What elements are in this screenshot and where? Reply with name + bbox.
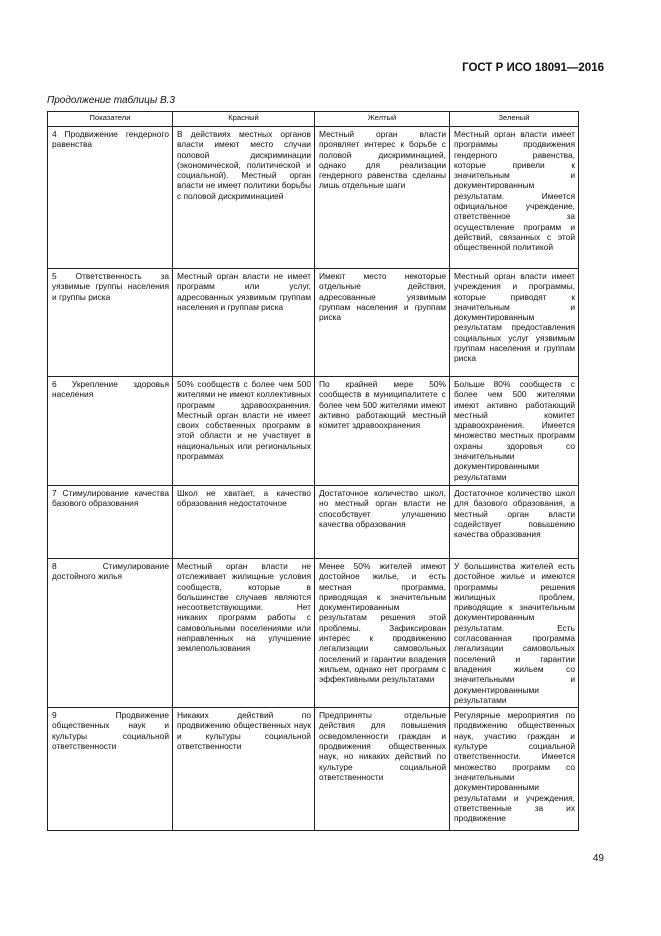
yellow-cell: Местный орган власти проявляет интерес к борьбе с половой дискриминацией, однако для реализации гендерного равенства сделаны лишь отдельные шаги — [315, 127, 450, 269]
table-row — [48, 377, 579, 486]
column-header-yellow: Желтый — [315, 112, 450, 127]
column-header-red: Красный — [173, 112, 315, 127]
indicator-cell: 7 Стимулирование качества базового образования — [48, 486, 173, 559]
table-header-row — [48, 112, 579, 127]
document-header: ГОСТ Р ИСО 18091—2016 — [462, 62, 604, 74]
red-cell: 50% сообществ с более чем 500 жителями не имеют коллективных программ здравоохранения. Местный орган власти не имеет своих собственных программ в этой области и не участвует в национальных или региональных программах — [173, 377, 315, 486]
table-caption: Продолжение таблицы В.3 — [47, 95, 175, 106]
column-header-indicator: Показатели — [48, 112, 173, 127]
page-number: 49 — [592, 853, 604, 864]
green-cell: Местный орган власти имеет программы продвижения гендерного равенства, которые привели к значительным и документированным результатам. Имеется официальное учреждение, ответственное за осуществление программ и действий, связанных с этой общественной политикой — [450, 127, 579, 269]
indicator-cell: 5 Ответственность за уязвимые группы населения и группы риска — [48, 269, 173, 377]
table-row — [48, 486, 579, 559]
yellow-cell: Достаточное количество школ, но местный орган власти не способствует улучшению качества образования — [315, 486, 450, 559]
table-row — [48, 269, 579, 377]
indicator-cell: 9 Продвижение общественных наук и культуры социальной ответственности — [48, 708, 173, 831]
table-row — [48, 708, 579, 831]
indicator-cell: 4 Продвижение гендерного равенства — [48, 127, 173, 269]
indicator-cell: 6 Укрепление здоровья населения — [48, 377, 173, 486]
red-cell: Местный орган власти не имеет программ или услуг, адресованных уязвимым группам населения и группам риска — [173, 269, 315, 377]
yellow-cell: По крайней мере 50% сообществ в муниципалитете с более чем 500 жителями имеют активно работающий местный комитет здравоохранения — [315, 377, 450, 486]
green-cell: Достаточное количество школ для базового образования, а местный орган власти содействует повышению качества образования — [450, 486, 579, 559]
table-row — [48, 127, 579, 269]
column-header-green: Зеленый — [450, 112, 579, 127]
table-row — [48, 559, 579, 708]
green-cell: У большинства жителей есть достойное жилье и имеются программы решения жилищных проблем, приводящие к значительным документированным результатам. Есть согласованная программа легализации самовольных поселений и гарантии владения жильем со значительными и документированными результатами — [450, 559, 579, 708]
indicator-cell: 8 Стимулирование достойного жилья — [48, 559, 173, 708]
yellow-cell: Предприняты отдельные действия для повышения осведомленности граждан и продвижения общественных наук, но никаких действий по культуре социальной ответственности — [315, 708, 450, 831]
yellow-cell: Менее 50% жителей имеют достойное жилье, и есть местная программа, приводящая к значительным документированным результатам решения этой проблемы. Зафиксирован интерес к продвижению легализации самовольных поселений и гарантии владения жильем, однако нет программ с эффективными результатами — [315, 559, 450, 708]
green-cell: Больше 80% сообществ с более чем 500 жителями имеют активно работающий местный комитет здравоохранения. Имеется множество местных программ охраны здоровья со значительными документированными результатами — [450, 377, 579, 486]
red-cell: В действиях местных органов власти имеют место случаи половой дискриминации (экономической, политической и социальной). Местный орган власти не имеет политики борьбы с половой дискриминацией — [173, 127, 315, 269]
indicators-table — [47, 111, 579, 831]
red-cell: Никаких действий по продвижению общественных наук и культуры социальной ответственности — [173, 708, 315, 831]
red-cell: Школ не хватает, а качество образования недостаточное — [173, 486, 315, 559]
yellow-cell: Имеют место некоторые отдельные действия, адресованные уязвимым группам населения и группам риска — [315, 269, 450, 377]
green-cell: Регулярные мероприятия по продвижению общественных наук, участию граждан и культуре социальной ответственности. Имеется множество программ со значительными документированными результатами и учреждения, ответственные за их продвижение — [450, 708, 579, 831]
green-cell: Местный орган власти имеет учреждения и программы, которые приводят к значительным и документированным результатам предоставления социальных услуг уязвимым группам населения и группам риска — [450, 269, 579, 377]
red-cell: Местный орган власти не отслеживает жилищные условия сообществ, которые в большинстве случаев являются несоответствующими. Нет никаких программ работы с самовольными поселениями или направленных на улучшение землепользования — [173, 559, 315, 708]
